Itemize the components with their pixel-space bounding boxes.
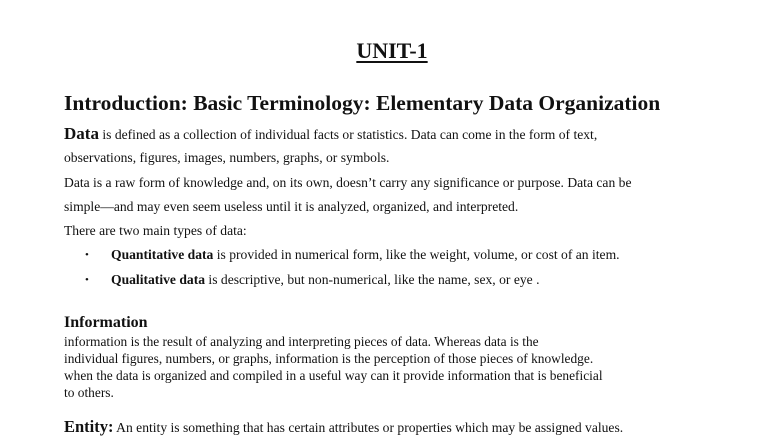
data-definition-line-4: simple—and may even seem useless until it is analyzed, organized, and interpreted. [64,199,519,214]
data-definition-line-2: observations, figures, images, numbers, graphs, or symbols. [64,150,390,165]
data-definition-text: is defined as a collection of individual facts or statistics. Data can come in the form of text, [98,127,598,142]
bullet-icon: • [85,274,89,286]
information-line-3: when the data is organized and compiled in a useful way can it provide information that is beneficial [64,368,603,383]
data-definition-line-3: Data is a raw form of knowledge and, on its own, doesn’t carry any significance or purpose. Data can be [64,175,632,190]
entity-definition-text: An entity is something that has certain attributes or properties which may be assigned values. [113,420,624,435]
data-lead-word: Data [64,124,99,143]
information-line-1: information is the result of analyzing and interpreting pieces of data. Whereas data is the [64,334,539,349]
information-line-2: individual figures, numbers, or graphs, information is the perception of those pieces of knowledge. [64,351,594,366]
data-types-intro: There are two main types of data: [64,223,247,238]
list-item-quantitative [85,247,620,263]
information-line-4: to others. [64,385,114,400]
data-definition-line-1 [64,124,597,144]
list-item-qualitative [85,272,540,288]
bullet-text: is descriptive, but non-numerical, like the name, sex, or eye . [205,272,540,287]
bullet-icon: • [85,249,89,261]
unit-title: UNIT-1 [356,38,428,63]
bullet-term: Quantitative data [111,247,214,262]
main-heading: Introduction: Basic Terminology: Elementary Data Organization [64,91,661,115]
entity-definition [64,417,623,437]
bullet-term: Qualitative data [111,272,206,287]
information-heading: Information [64,314,148,331]
entity-lead-word: Entity: [64,417,114,436]
bullet-text: is provided in numerical form, like the weight, volume, or cost of an item. [213,247,620,262]
